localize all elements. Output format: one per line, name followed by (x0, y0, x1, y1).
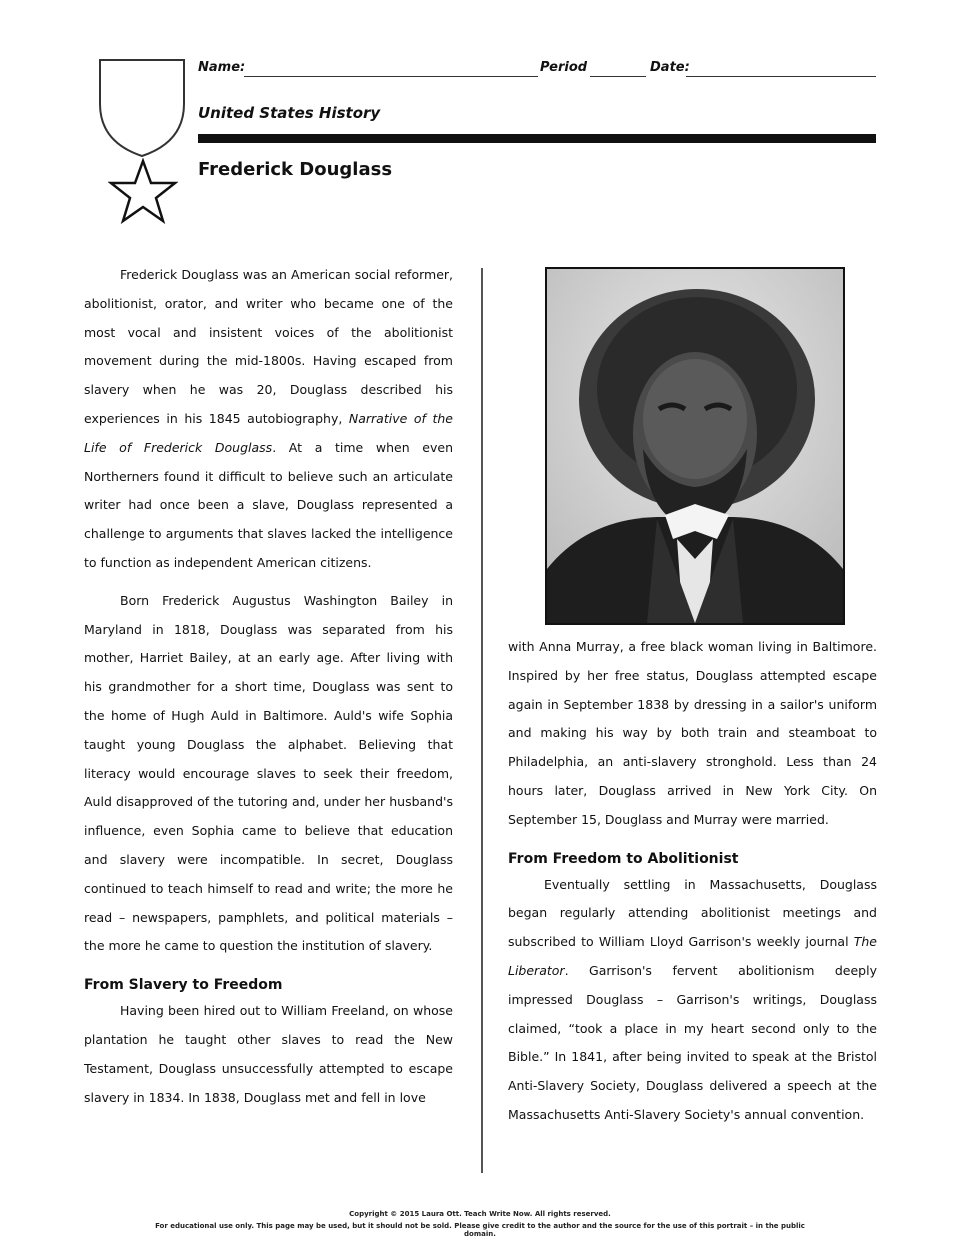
book-title: Narrative of the Life of Frederick Douglass (84, 410, 453, 455)
period-field[interactable] (590, 76, 646, 77)
copyright-line: Copyright © 2015 Laura Ott. Teach Write Now. All rights reserved. (349, 1210, 611, 1218)
star-icon (108, 158, 178, 224)
date-label: Date: (650, 60, 690, 75)
journal-title: The Liberator (508, 934, 877, 978)
paragraph-intro-text: Frederick Douglass was an American social reformer, abolitionist, orator, and writer who became one of the most vocal and insistent voices of the abolitionist movement during the mid-1800s. Having escaped from slavery when he was 20, Douglass described his experiences in his 1845 autobiography, (84, 267, 453, 426)
header-rule (198, 134, 876, 143)
paragraph-abolitionist (508, 871, 877, 1130)
section-heading-freedom-to-abolitionist: From Freedom to Abolitionist (508, 850, 739, 867)
left-column (84, 261, 453, 1121)
portrait-image (545, 267, 845, 625)
right-column (508, 633, 877, 1139)
paragraph-abolitionist-text-end: . Garrison's fervent abolitionism deeply impressed Douglass – Garrison's writings, Douglass claimed, “took a place in my heart second only to the Bible.” In 1841, after being invited to speak at the Bristol Anti-Slavery Society, Douglass delivered a speech at the Massachusetts Anti-Slavery Society's annual convention. (508, 962, 877, 1122)
student-info-row (198, 60, 876, 80)
paragraph-escape: Having been hired out to William Freeland, on whose plantation he taught other slaves to read the New Testament, Douglass unsuccessfully attempted to escape slavery in 1834. In 1838, Douglass met and fell in love (84, 1003, 453, 1105)
period-label: Period (540, 60, 588, 75)
name-field[interactable] (244, 76, 538, 77)
course-label: United States History (198, 104, 381, 122)
date-field[interactable] (686, 76, 876, 77)
paragraph-early-life: Born Frederick Augustus Washington Bailey in Maryland in 1818, Douglass was separated from his mother, Harriet Bailey, at an early age. After living with his grandmother for a short time, Douglass was sent to the home of Hugh Auld in Baltimore. Auld's wife Sophia taught young Douglass the alphabet. Believing that literacy would encourage slaves to seek their freedom, Auld disapproved of the tutoring and, under her husband's influence, even Sophia came to believe that education and slavery were incompatible. In secret, Douglass continued to teach himself to read and write; the more he read – newspapers, pamphlets, and political materials – the more he came to question the institution of slavery. (84, 592, 453, 954)
name-label: Name: (198, 60, 246, 75)
section-heading-slavery-to-freedom: From Slavery to Freedom (84, 977, 283, 994)
paragraph-marriage: with Anna Murray, a free black woman living in Baltimore. Inspired by her free status, Douglass attempted escape again in September 1838 by dressing in a sailor's uniform and making his way by both train and steamboat to Philadelphia, an anti-slavery stronghold. Less than 24 hours later, Douglass arrived in New York City. On September 15, Douglass and Murray were married. (508, 639, 877, 827)
usage-note: For educational use only. This page may be used, but it should not be sold. Please give credit to the author and the source for the use of this portrait – in the public domain. (155, 1222, 805, 1238)
shield-icon (97, 54, 187, 158)
paragraph-intro-text-end: . At a time when even Northerners found it difficult to believe such an articulate writer had once been a slave, Douglass represented a challenge to arguments that slaves lacked the intelligence to function as independent American citizens. (84, 439, 453, 570)
page-title: Frederick Douglass (198, 159, 393, 180)
paragraph-intro (84, 261, 453, 578)
paragraph-abolitionist-text: Eventually settling in Massachusetts, Douglass began regularly attending abolitionist meetings and subscribed to William Lloyd Garrison's weekly journal (508, 876, 877, 950)
column-divider (481, 268, 483, 1173)
